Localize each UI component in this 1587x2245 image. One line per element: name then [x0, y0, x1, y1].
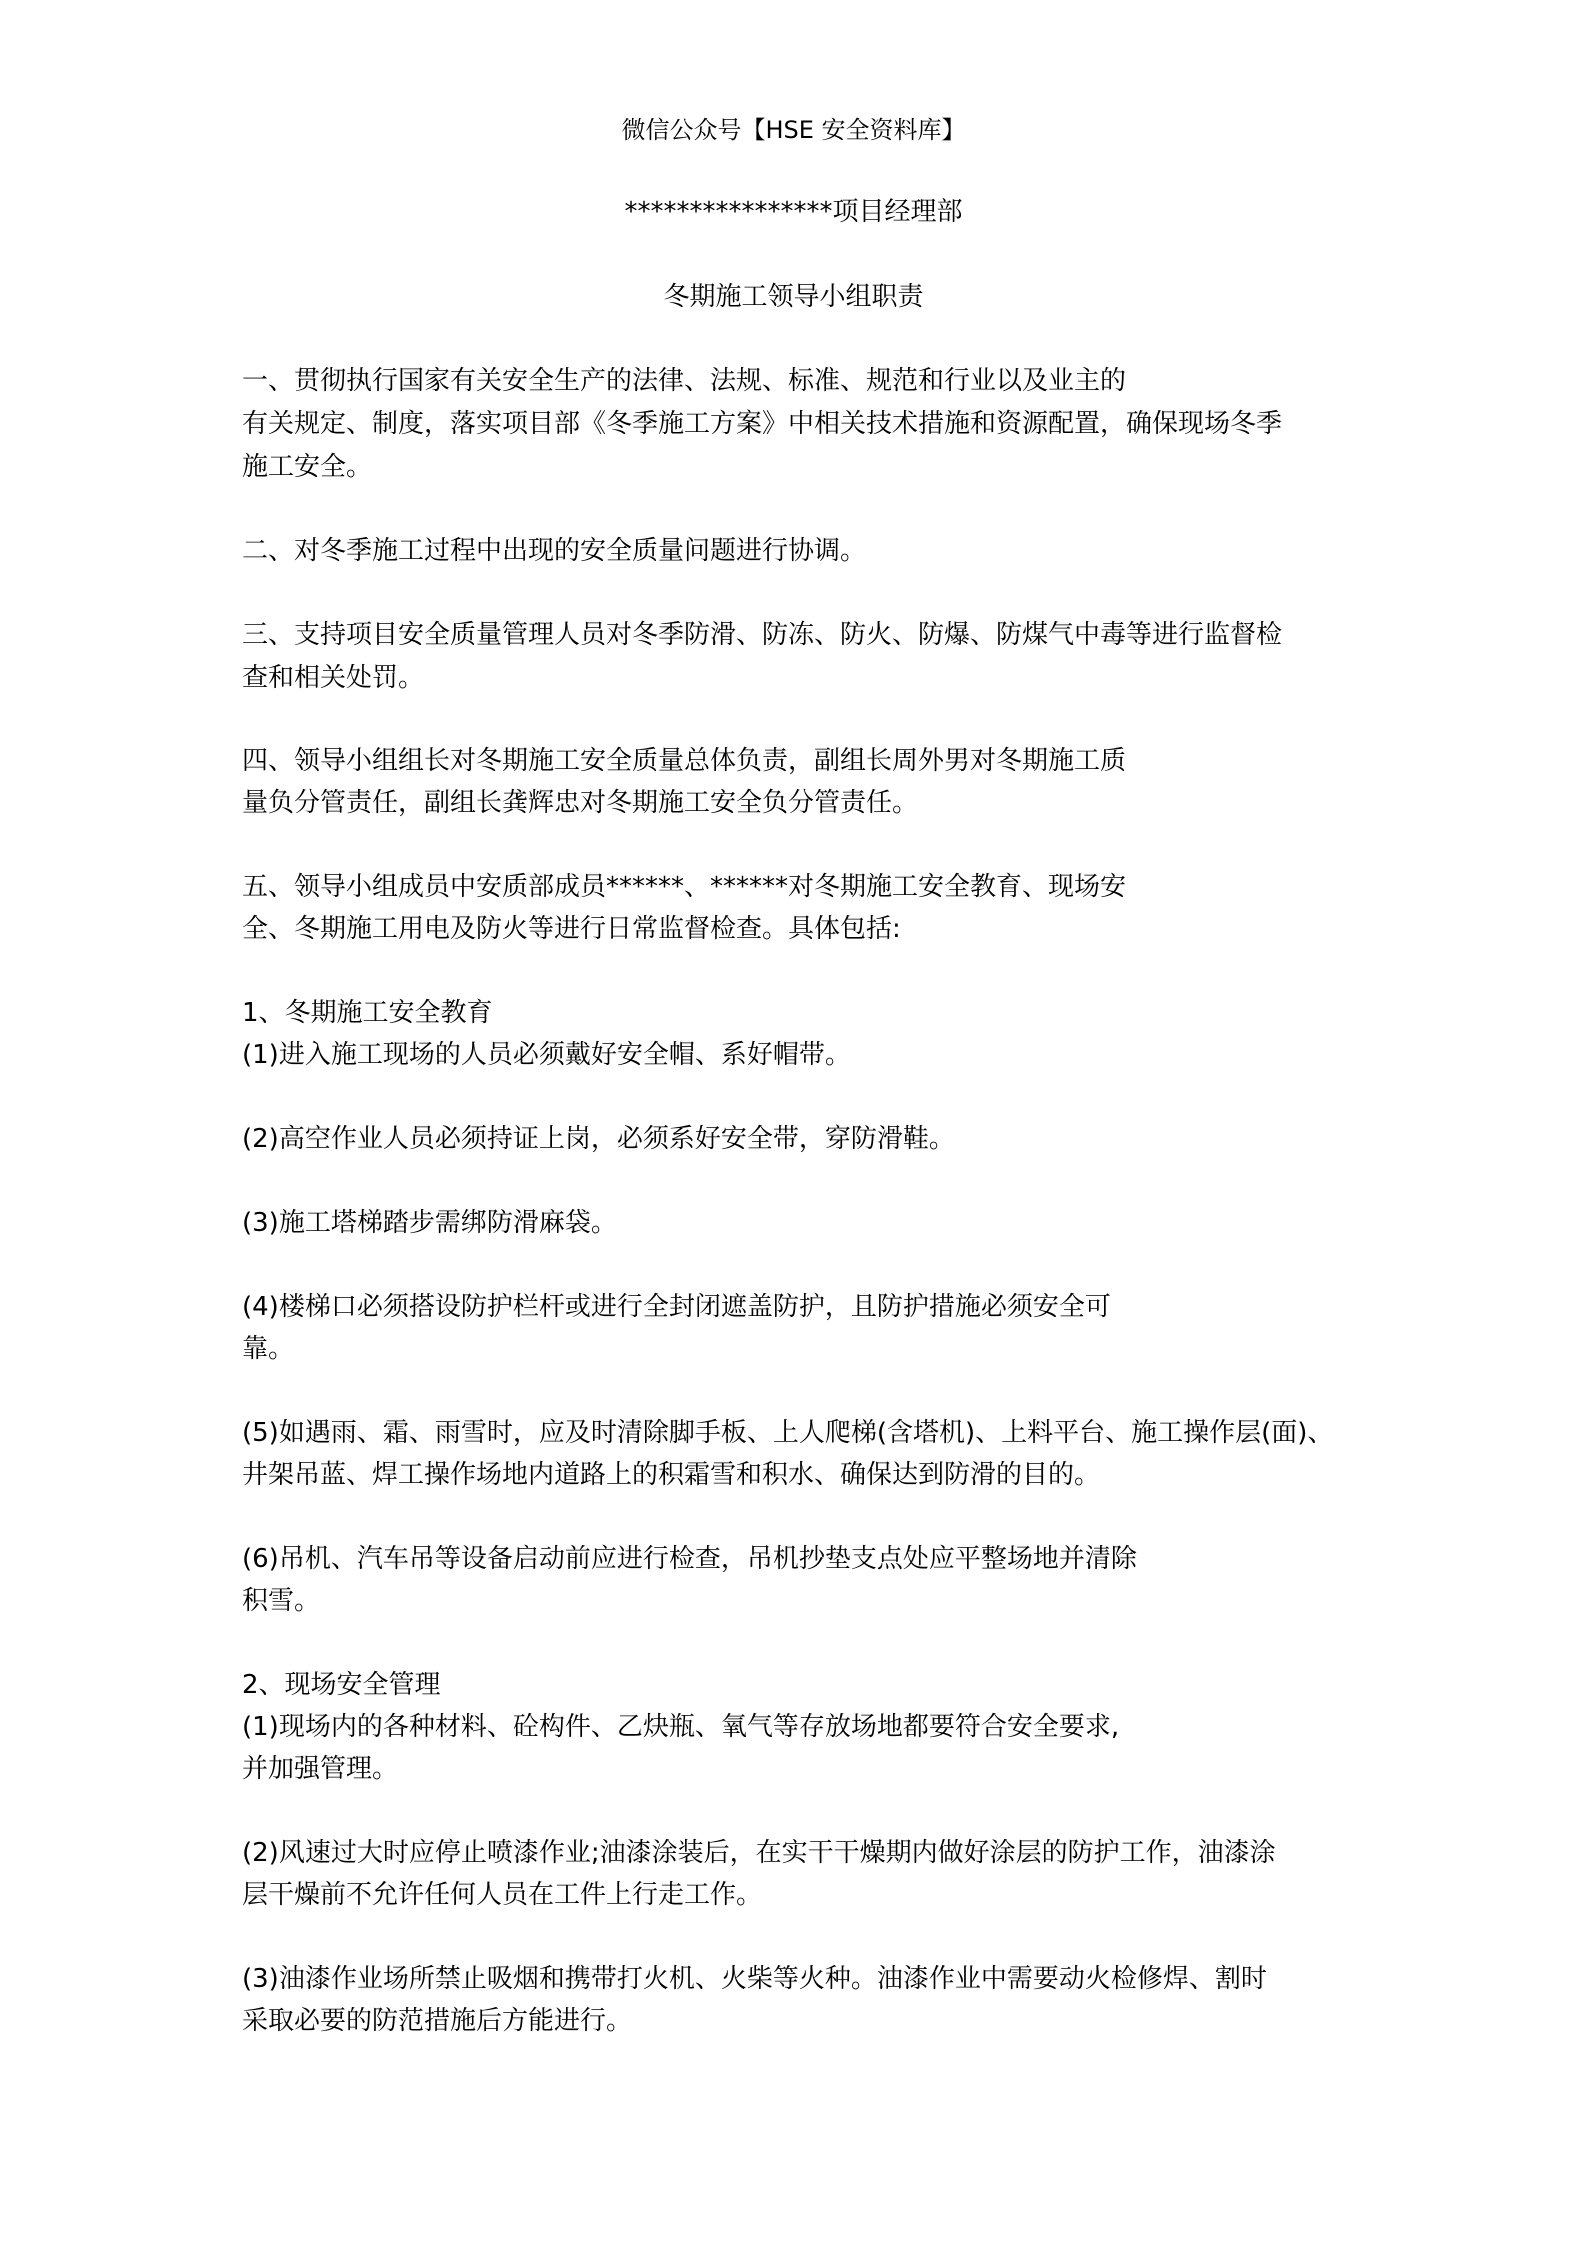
paragraph-line: 施工安全。 [242, 452, 373, 482]
paragraph-line: 有关规定、制度，落实项目部《冬季施工方案》中相关技术措施和资源配置，确保现场冬季 [242, 409, 1283, 439]
list-item: (2)高空作业人员必须持证上岗，必须系好安全带，穿防滑鞋。 [242, 1124, 955, 1154]
list-item: (1)现场内的各种材料、砼构件、乙炔瓶、氧气等存放场地都要符合安全要求, [242, 1712, 1120, 1742]
paragraph-line: 一、贯彻执行国家有关安全生产的法律、法规、标准、规范和行业以及业主的 [242, 366, 1127, 396]
list-item: (1)进入施工现场的人员必须戴好安全帽、系好帽带。 [242, 1040, 851, 1070]
paragraph-line: 全、冬期施工用电及防火等进行日常监督检查。具体包括: [242, 914, 901, 944]
list-item: (4)楼梯口必须搭设防护栏杆或进行全封闭遮盖防护，且防护措施必须安全可 [242, 1292, 1111, 1322]
paragraph-line: 二、对冬季施工过程中出现的安全质量问题进行协调。 [242, 536, 867, 566]
list-item: 井架吊蓝、焊工操作场地内道路上的积霜雪和积水、确保达到防滑的目的。 [242, 1460, 1101, 1490]
list-item: 并加强管理。 [242, 1754, 399, 1784]
section-heading: 1、冬期施工安全教育 [242, 998, 493, 1028]
list-item: 采取必要的防范措施后方能进行。 [242, 2006, 633, 2036]
paragraph-line: 四、领导小组组长对冬期施工安全质量总体负责，副组长周外男对冬期施工质 [242, 746, 1127, 776]
list-item: (3)施工塔梯踏步需绑防滑麻袋。 [242, 1208, 617, 1238]
paragraph-line: 量负分管责任，副组长龚辉忠对冬期施工安全负分管责任。 [242, 788, 919, 818]
list-item: 积雪。 [242, 1586, 321, 1616]
section-heading: 2、现场安全管理 [242, 1670, 441, 1700]
paragraph-line: 三、支持项目安全质量管理人员对冬季防滑、防冻、防火、防爆、防煤气中毒等进行监督检 [242, 620, 1283, 650]
list-item: 层干燥前不允许任何人员在工件上行走工作。 [242, 1880, 763, 1910]
list-item: (2)风速过大时应停止喷漆作业;油漆涂装后，在实干干燥期内做好涂层的防护工作，油漆涂 [242, 1838, 1276, 1868]
paragraph-line: 五、领导小组成员中安质部成员******、******对冬期施工安全教育、现场安 [242, 872, 1127, 902]
list-item: 靠。 [242, 1334, 295, 1364]
department-heading: ****************项目经理部 [624, 197, 963, 227]
list-item: (5)如遇雨、霜、雨雪时，应及时清除脚手板、上人爬梯(含塔机)、上料平台、施工操作层(面)、 [242, 1418, 1334, 1448]
list-item: (6)吊机、汽车吊等设备启动前应进行检查，吊机抄垫支点处应平整场地并清除 [242, 1544, 1137, 1574]
document-title: 冬期施工领导小组职责 [663, 282, 924, 312]
list-item: (3)油漆作业场所禁止吸烟和携带打火机、火柴等火种。油漆作业中需要动火检修焊、割时 [242, 1964, 1267, 1994]
wechat-account-line: 微信公众号【HSE 安全资料库】 [621, 116, 966, 144]
paragraph-line: 查和相关处罚。 [242, 663, 425, 693]
